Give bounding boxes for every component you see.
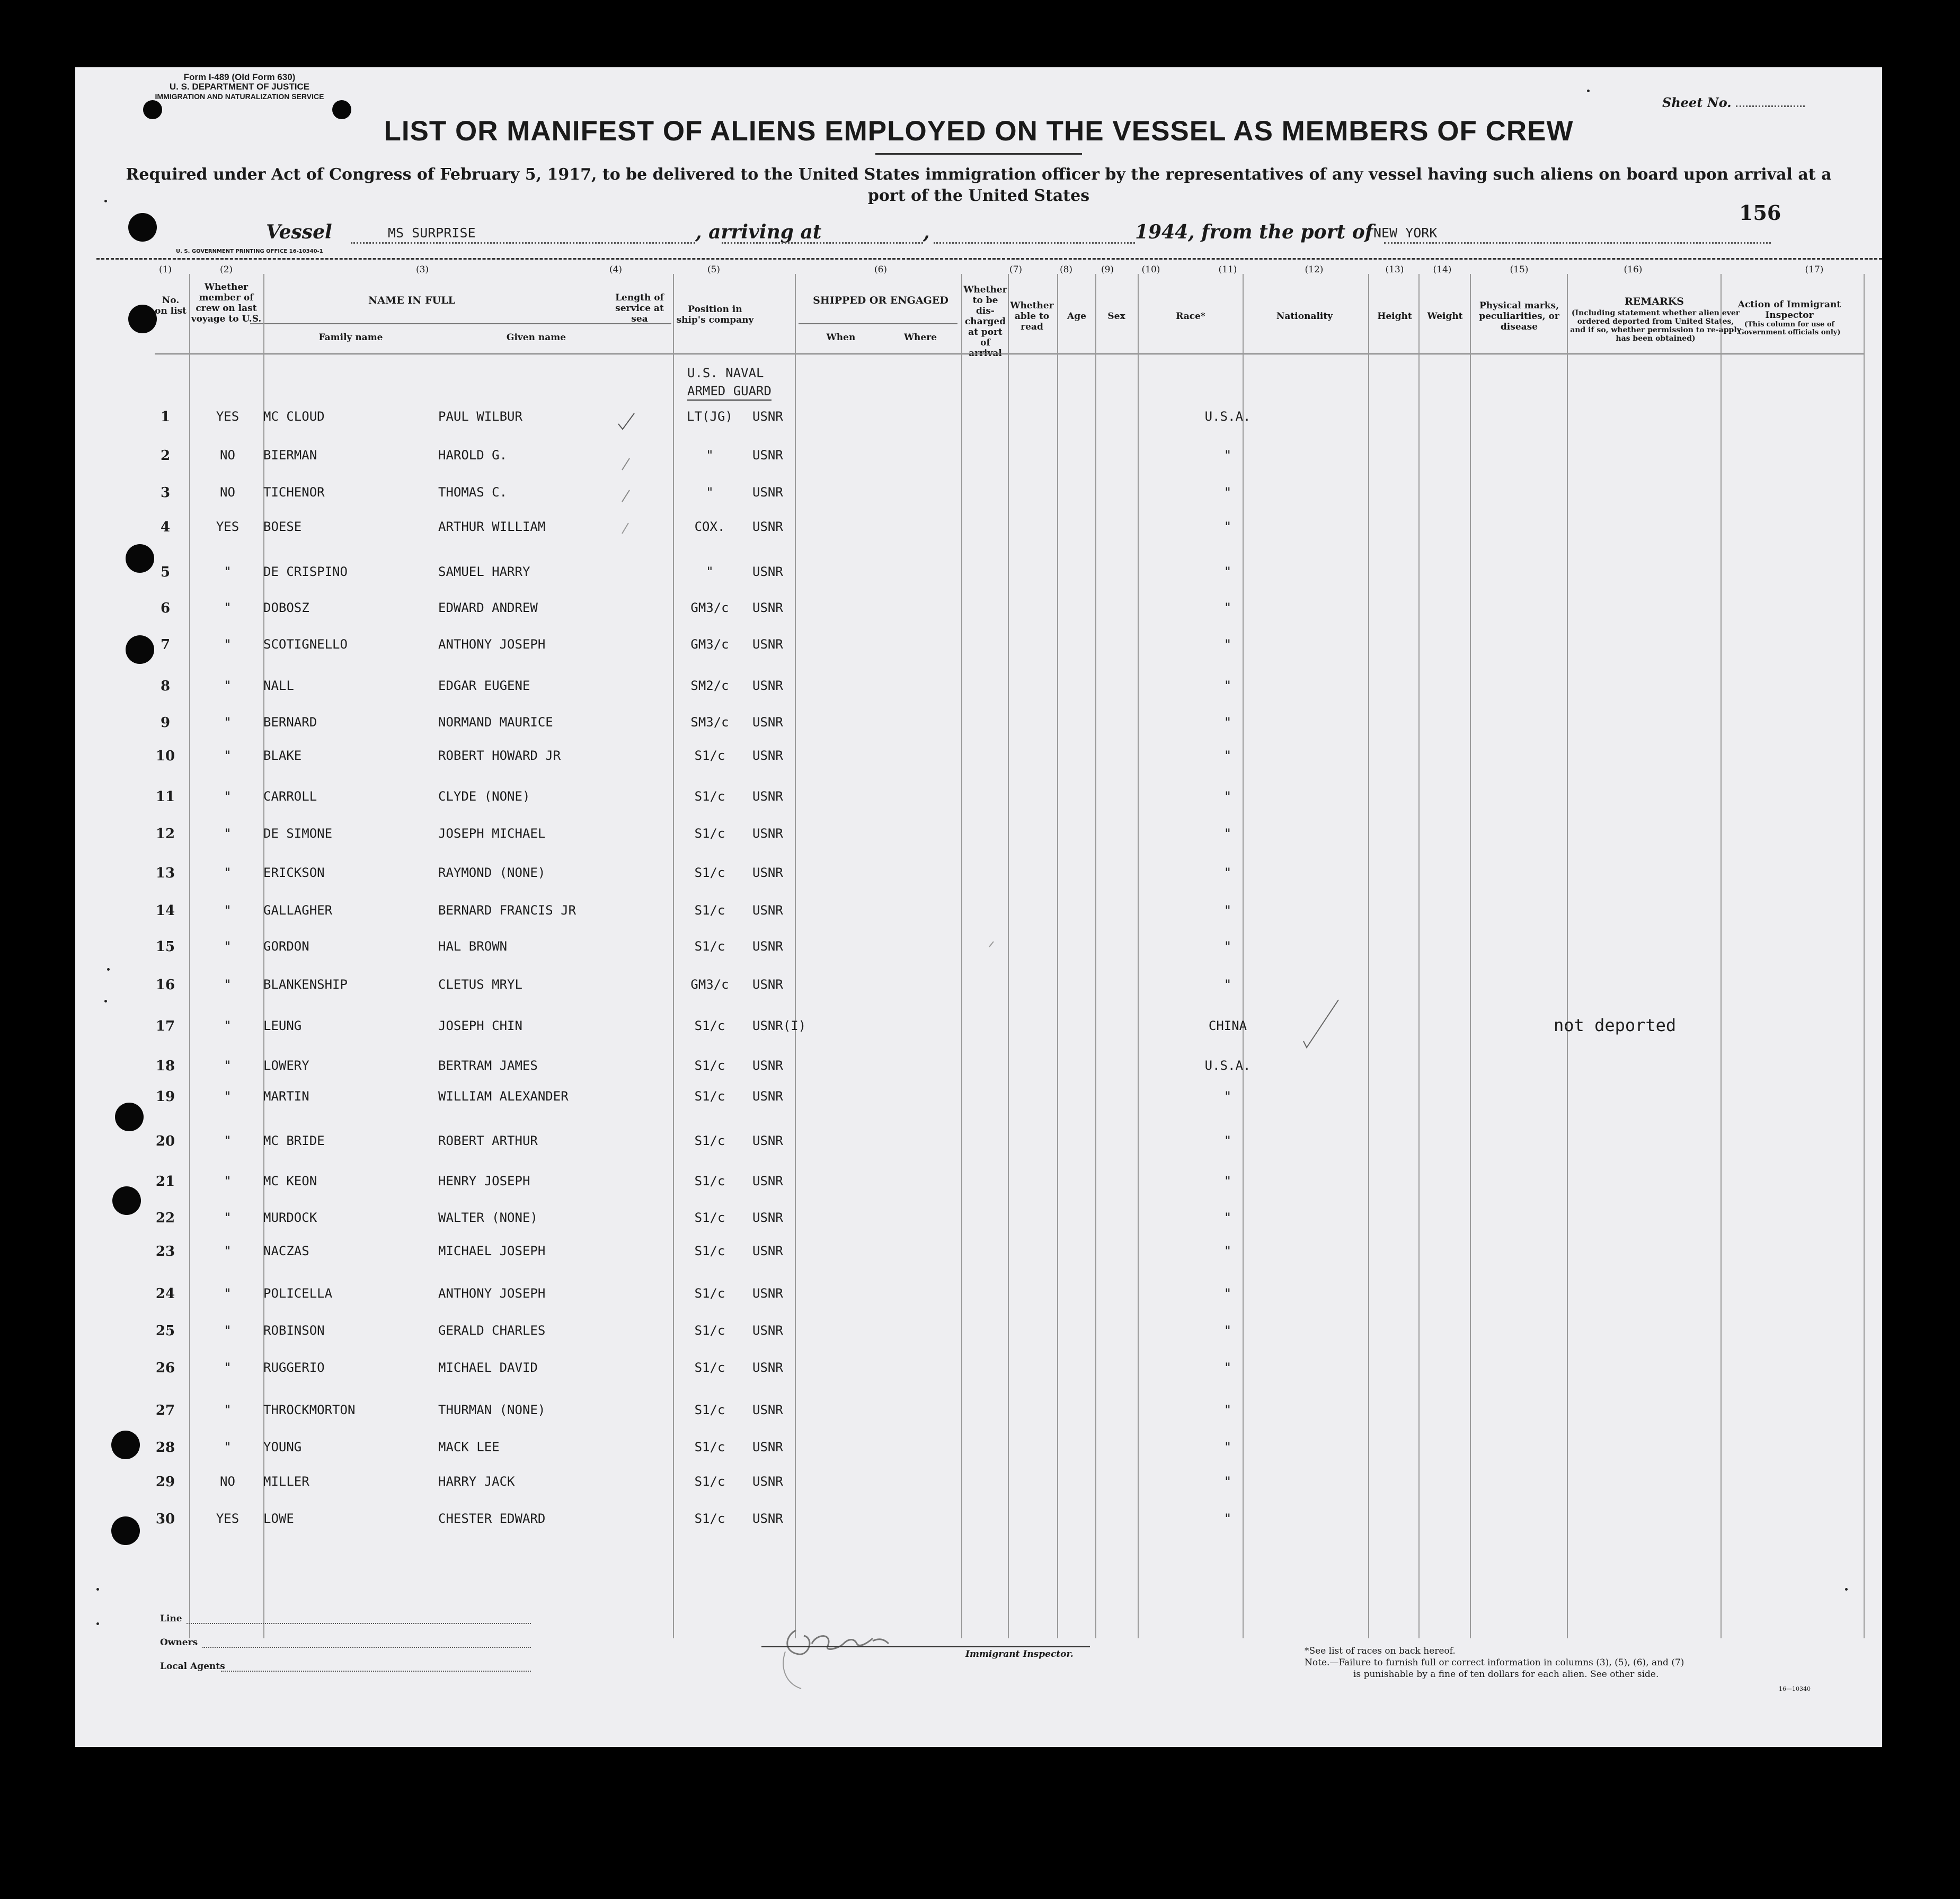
last-voyage: " [224,977,232,992]
rank: SM2/c [690,678,729,693]
given-name: ANTHONY JOSEPH [438,1286,546,1301]
col-action-note: (This column for use of Government officials only) [1738,321,1841,336]
unit: USNR [752,1323,783,1338]
col-num: (13) [1385,264,1404,275]
col-action-inspector: Action of Immigrant Inspector [1737,299,1841,321]
unit: USNR [752,1360,783,1375]
nationality: " [1223,1440,1232,1454]
family-name: MURDOCK [263,1210,317,1225]
unit: USNR [752,519,783,534]
col-num: (17) [1805,264,1824,275]
given-name: GERALD CHARLES [438,1323,546,1338]
last-voyage: " [224,1440,232,1454]
sheet-label: Sheet No. [1662,95,1732,110]
rank: " [706,448,714,463]
given-name: RAYMOND (NONE) [438,865,546,880]
from-port[interactable]: NEW YORK [1373,225,1438,241]
col-nationality: Nationality [1276,311,1333,322]
given-name: JOSEPH CHIN [438,1018,522,1033]
last-voyage: " [224,865,232,880]
unit: USNR [752,1133,783,1148]
row-number: 6 [160,600,171,616]
last-voyage: YES [216,409,240,424]
rank: S1/c [694,1018,725,1033]
owners-label: Owners [160,1637,198,1648]
col-age: Age [1067,311,1086,322]
check-mark [622,490,629,502]
given-name: ANTHONY JOSEPH [438,637,546,652]
department: U. S. DEPARTMENT OF JUSTICE [169,82,310,92]
row-number: 12 [155,826,175,842]
nationality: " [1223,865,1232,880]
row-number: 11 [155,789,175,805]
rank: GM3/c [690,637,729,652]
col-num: (9) [1101,264,1114,275]
inspector-line[interactable] [761,1646,1090,1647]
col-num: (12) [1305,264,1324,275]
col-position: Position in ship's company [676,304,754,325]
nationality: " [1223,1403,1232,1417]
rank: S1/c [694,1403,725,1417]
col-num: (14) [1433,264,1452,275]
row-number: 30 [155,1511,175,1527]
family-name: BLAKE [263,748,302,763]
rank: S1/c [694,865,725,880]
col-num: (11) [1218,264,1237,275]
family-name: CARROLL [263,789,317,804]
unit: USNR [752,826,783,841]
given-name: WALTER (NONE) [438,1210,538,1225]
family-name: SCOTIGNELLO [263,637,348,652]
row-number: 2 [160,448,171,464]
rank: S1/c [694,1511,725,1526]
given-name: SAMUEL HARRY [438,564,530,579]
nationality: " [1223,826,1232,841]
line-label: Line [160,1613,182,1624]
nationality: " [1223,1511,1232,1526]
row-number: 5 [160,564,171,580]
given-name: BERTRAM JAMES [438,1058,538,1073]
rank: S1/c [694,903,725,918]
unit: USNR [752,1210,783,1225]
rank: S1/c [694,1360,725,1375]
nationality: " [1223,1323,1232,1338]
last-voyage: " [224,1174,232,1188]
col-family-name: Family name [318,332,383,343]
last-voyage: " [224,1058,232,1073]
col-weight: Weight [1427,311,1463,322]
row-number: 7 [160,637,171,653]
given-name: PAUL WILBUR [438,409,522,424]
col-able-read: Whether able to read [1010,300,1054,332]
given-name: NORMAND MAURICE [438,715,553,730]
vessel-name[interactable]: MS SURPRISE [388,225,476,241]
check-mark [1303,1000,1338,1048]
rank: S1/c [694,1286,725,1301]
rank: S1/c [694,1058,725,1073]
unit: USNR [752,1286,783,1301]
row-number: 17 [155,1018,175,1034]
given-name: ARTHUR WILLIAM [438,519,546,534]
unit: USNR [752,977,783,992]
given-name: CLETUS MRYL [438,977,522,992]
unit: USNR [752,1058,783,1073]
unit: USNR [752,448,783,463]
last-voyage: " [224,600,232,615]
given-name: CLYDE (NONE) [438,789,530,804]
owners-field[interactable] [202,1647,531,1648]
family-name: BIERMAN [263,448,317,463]
remark: not deported [1554,1015,1677,1035]
col-num: (5) [707,264,721,275]
armed-guard-line1: U.S. NAVAL [687,366,764,380]
family-name: RUGGERIO [263,1360,325,1375]
nationality: " [1223,678,1232,693]
family-name: ERICKSON [263,865,325,880]
fine-note-1: Note.—Failure to furnish full or correct information in columns (3), (5), (6), and (7) [1305,1657,1684,1668]
col-last-voyage: Whether member of crew on last voyage to U.S. [191,282,262,324]
nationality: U.S.A. [1204,1058,1251,1073]
agents-label: Local Agents [160,1661,225,1672]
given-name: ROBERT ARTHUR [438,1133,538,1148]
unit: USNR [752,1174,783,1188]
row-number: 22 [155,1210,175,1226]
nationality: " [1223,1360,1232,1375]
armed-guard-line2: ARMED GUARD [687,384,771,401]
family-name: LOWE [263,1511,294,1526]
arriving-label: , arriving at [695,221,822,243]
last-voyage: " [224,1360,232,1375]
row-number: 27 [155,1403,175,1418]
line-field[interactable] [187,1623,531,1624]
nationality: " [1223,1474,1232,1489]
nationality: " [1223,715,1232,730]
row-number: 4 [160,519,171,535]
checkmarks [75,67,1882,1747]
last-voyage: NO [220,485,235,500]
given-name: CHESTER EDWARD [438,1511,546,1526]
last-voyage: " [224,826,232,841]
last-voyage: " [224,1133,232,1148]
family-name: BERNARD [263,715,317,730]
family-name: DE SIMONE [263,826,333,841]
family-name: TICHENOR [263,485,325,500]
family-name: NALL [263,678,294,693]
last-voyage: NO [220,1474,235,1489]
last-voyage: " [224,715,232,730]
row-number: 29 [155,1474,175,1490]
row-number: 25 [155,1323,175,1339]
rank: GM3/c [690,977,729,992]
manifest-sheet [75,67,1882,1747]
unit: USNR [752,789,783,804]
rank: S1/c [694,1089,725,1104]
row-number: 1 [160,409,171,425]
col-num: (1) [158,264,172,275]
last-voyage: " [224,1286,232,1301]
col-num: (7) [1009,264,1023,275]
rank: " [706,485,714,500]
unit: USNR [752,1403,783,1417]
given-name: WILLIAM ALEXANDER [438,1089,569,1104]
given-name: HAL BROWN [438,939,508,954]
col-discharged: Whether to be dis-charged at port of arrival [963,285,1007,359]
vessel-label: Vessel [266,221,332,243]
rank: S1/c [694,1474,725,1489]
given-name: THOMAS C. [438,485,508,500]
row-number: 20 [155,1133,175,1149]
col-remarks-note: (Including statement whether alien ever ordered deported from United States, and if so, whether permission to re-apply has been obtained) [1570,309,1741,343]
from-port-label: , from the port of [1188,221,1373,243]
col-num: (6) [874,264,888,275]
family-name: MC KEON [263,1174,317,1188]
form-id: Form I-489 (Old Form 630) [183,72,296,82]
row-number: 16 [155,977,175,993]
row-number: 18 [155,1058,175,1074]
given-name: HENRY JOSEPH [438,1174,530,1188]
rank: COX. [694,519,725,534]
row-number: 8 [160,678,171,694]
rank: S1/c [694,826,725,841]
given-name: MICHAEL DAVID [438,1360,538,1375]
col-physical-marks: Physical marks, peculiarities, or disease [1479,300,1559,332]
nationality: " [1223,600,1232,615]
family-name: DOBOSZ [263,600,309,615]
given-name: HARRY JACK [438,1474,515,1489]
row-number: 14 [155,903,175,919]
last-voyage: " [224,1403,232,1417]
family-name: GORDON [263,939,309,954]
rank: S1/c [694,939,725,954]
unit: USNR [752,1244,783,1258]
form-code: 16—10340 [1779,1685,1811,1692]
family-name: BLANKENSHIP [263,977,348,992]
nationality: CHINA [1208,1018,1247,1033]
nationality: " [1223,939,1232,954]
row-number: 13 [155,865,175,881]
col-length-service: Length of service at sea [615,292,664,324]
last-voyage: " [224,903,232,918]
nationality: " [1223,637,1232,652]
col-height: Height [1377,311,1412,322]
col-no-on-list: No. on list [155,295,187,316]
last-voyage: " [224,564,232,579]
unit: USNR [752,1440,783,1454]
nationality: " [1223,977,1232,992]
col-num: (10) [1141,264,1160,275]
arrival-year: 1944 [1135,221,1189,243]
nationality: " [1223,789,1232,804]
last-voyage: " [224,1089,232,1104]
family-name: LOWERY [263,1058,309,1073]
comma: , [923,221,930,243]
last-voyage: YES [216,1511,240,1526]
last-voyage: " [224,748,232,763]
nationality: " [1223,519,1232,534]
unit: USNR [752,637,783,652]
unit: USNR [752,1474,783,1489]
unit: USNR(I) [752,1018,806,1033]
agents-field[interactable] [221,1671,531,1672]
col-where: Where [903,332,937,343]
check-mark [622,458,629,470]
col-when: When [826,332,856,343]
given-name: EDGAR EUGENE [438,678,530,693]
family-name: ROBINSON [263,1323,325,1338]
given-name: JOSEPH MICHAEL [438,826,546,841]
col-given-name: Given name [506,332,566,343]
col-sex: Sex [1107,311,1125,322]
unit: USNR [752,1511,783,1526]
rank: S1/c [694,1440,725,1454]
last-voyage: YES [216,519,240,534]
last-voyage: " [224,939,232,954]
rank: S1/c [694,789,725,804]
row-number: 23 [155,1244,175,1259]
check-mark [622,523,628,534]
family-name: MC BRIDE [263,1133,325,1148]
nationality: " [1223,903,1232,918]
nationality: " [1223,1244,1232,1258]
rank: S1/c [694,1210,725,1225]
row-number: 28 [155,1440,175,1456]
rank: S1/c [694,1323,725,1338]
nationality: " [1223,1089,1232,1104]
rank: S1/c [694,1133,725,1148]
unit: USNR [752,600,783,615]
check-mark [989,942,994,947]
printing-office: U. S. GOVERNMENT PRINTING OFFICE 16-10340-1 [176,249,323,254]
given-name: ROBERT HOWARD JR [438,748,561,763]
last-voyage: " [224,1018,232,1033]
family-name: THROCKMORTON [263,1403,356,1417]
col-num: (8) [1059,264,1073,275]
service: IMMIGRATION AND NATURALIZATION SERVICE [155,92,324,101]
row-number: 10 [155,748,175,764]
given-name: HAROLD G. [438,448,508,463]
unit: USNR [752,865,783,880]
col-shipped-engaged: SHIPPED OR ENGAGED [813,295,948,306]
col-remarks: REMARKS [1624,296,1684,307]
row-number: 15 [155,939,175,955]
family-name: GALLAGHER [263,903,333,918]
nationality: U.S.A. [1204,409,1251,424]
family-name: BOESE [263,519,302,534]
col-num: (3) [415,264,429,275]
family-name: YOUNG [263,1440,302,1454]
col-num: (2) [219,264,233,275]
family-name: DE CRISPINO [263,564,348,579]
nationality: " [1223,1174,1232,1188]
unit: USNR [752,409,783,424]
races-note: *See list of races on back hereof. [1305,1646,1456,1656]
nationality: " [1223,1210,1232,1225]
unit: USNR [752,1089,783,1104]
fine-note-2: is punishable by a fine of ten dollars for each alien. See other side. [1353,1669,1659,1680]
last-voyage: " [224,678,232,693]
nationality: " [1223,1286,1232,1301]
rank: SM3/c [690,715,729,730]
last-voyage: " [224,789,232,804]
rank: S1/c [694,748,725,763]
check-mark [618,413,634,429]
family-name: MILLER [263,1474,309,1489]
page-number: 156 [1739,201,1781,225]
given-name: MACK LEE [438,1440,500,1454]
row-number: 3 [160,485,171,501]
last-voyage: " [224,1244,232,1258]
family-name: NACZAS [263,1244,309,1258]
last-voyage: " [224,637,232,652]
col-name-in-full: NAME IN FULL [368,295,455,306]
family-name: POLICELLA [263,1286,333,1301]
row-number: 9 [160,715,171,731]
row-number: 26 [155,1360,175,1376]
last-voyage: " [224,1323,232,1338]
family-name: LEUNG [263,1018,302,1033]
given-name: MICHAEL JOSEPH [438,1244,546,1258]
family-name: MARTIN [263,1089,309,1104]
unit: USNR [752,678,783,693]
unit: USNR [752,715,783,730]
last-voyage: NO [220,448,235,463]
nationality: " [1223,748,1232,763]
inspector-signature [764,1620,976,1699]
nationality: " [1223,1133,1232,1148]
page-title: LIST OR MANIFEST OF ALIENS EMPLOYED ON THE VESSEL AS MEMBERS OF CREW [384,116,1574,147]
col-num: (16) [1624,264,1643,275]
family-name: MC CLOUD [263,409,325,424]
row-number: 21 [155,1174,175,1190]
nationality: " [1223,564,1232,579]
unit: USNR [752,939,783,954]
rank: LT(JG) [687,409,733,424]
rank: S1/c [694,1174,725,1188]
rank: S1/c [694,1244,725,1258]
col-num: (15) [1510,264,1529,275]
nationality: " [1223,485,1232,500]
unit: USNR [752,485,783,500]
rank: " [706,564,714,579]
last-voyage: " [224,1210,232,1225]
nationality: " [1223,448,1232,463]
unit: USNR [752,903,783,918]
unit: USNR [752,564,783,579]
given-name: BERNARD FRANCIS JR [438,903,577,918]
row-number: 19 [155,1089,175,1105]
inspector-label: Immigrant Inspector. [965,1649,1074,1660]
col-num: (4) [609,264,623,275]
row-number: 24 [155,1286,175,1302]
subtitle-line2: port of the United States [867,187,1090,205]
unit: USNR [752,748,783,763]
col-race: Race* [1176,311,1205,322]
rank: GM3/c [690,600,729,615]
given-name: EDWARD ANDREW [438,600,538,615]
subtitle-line1: Required under Act of Congress of February 5, 1917, to be delivered to the United States immigration officer by the representatives of any vessel having such aliens on board upon arrival at a [126,165,1832,184]
given-name: THURMAN (NONE) [438,1403,546,1417]
